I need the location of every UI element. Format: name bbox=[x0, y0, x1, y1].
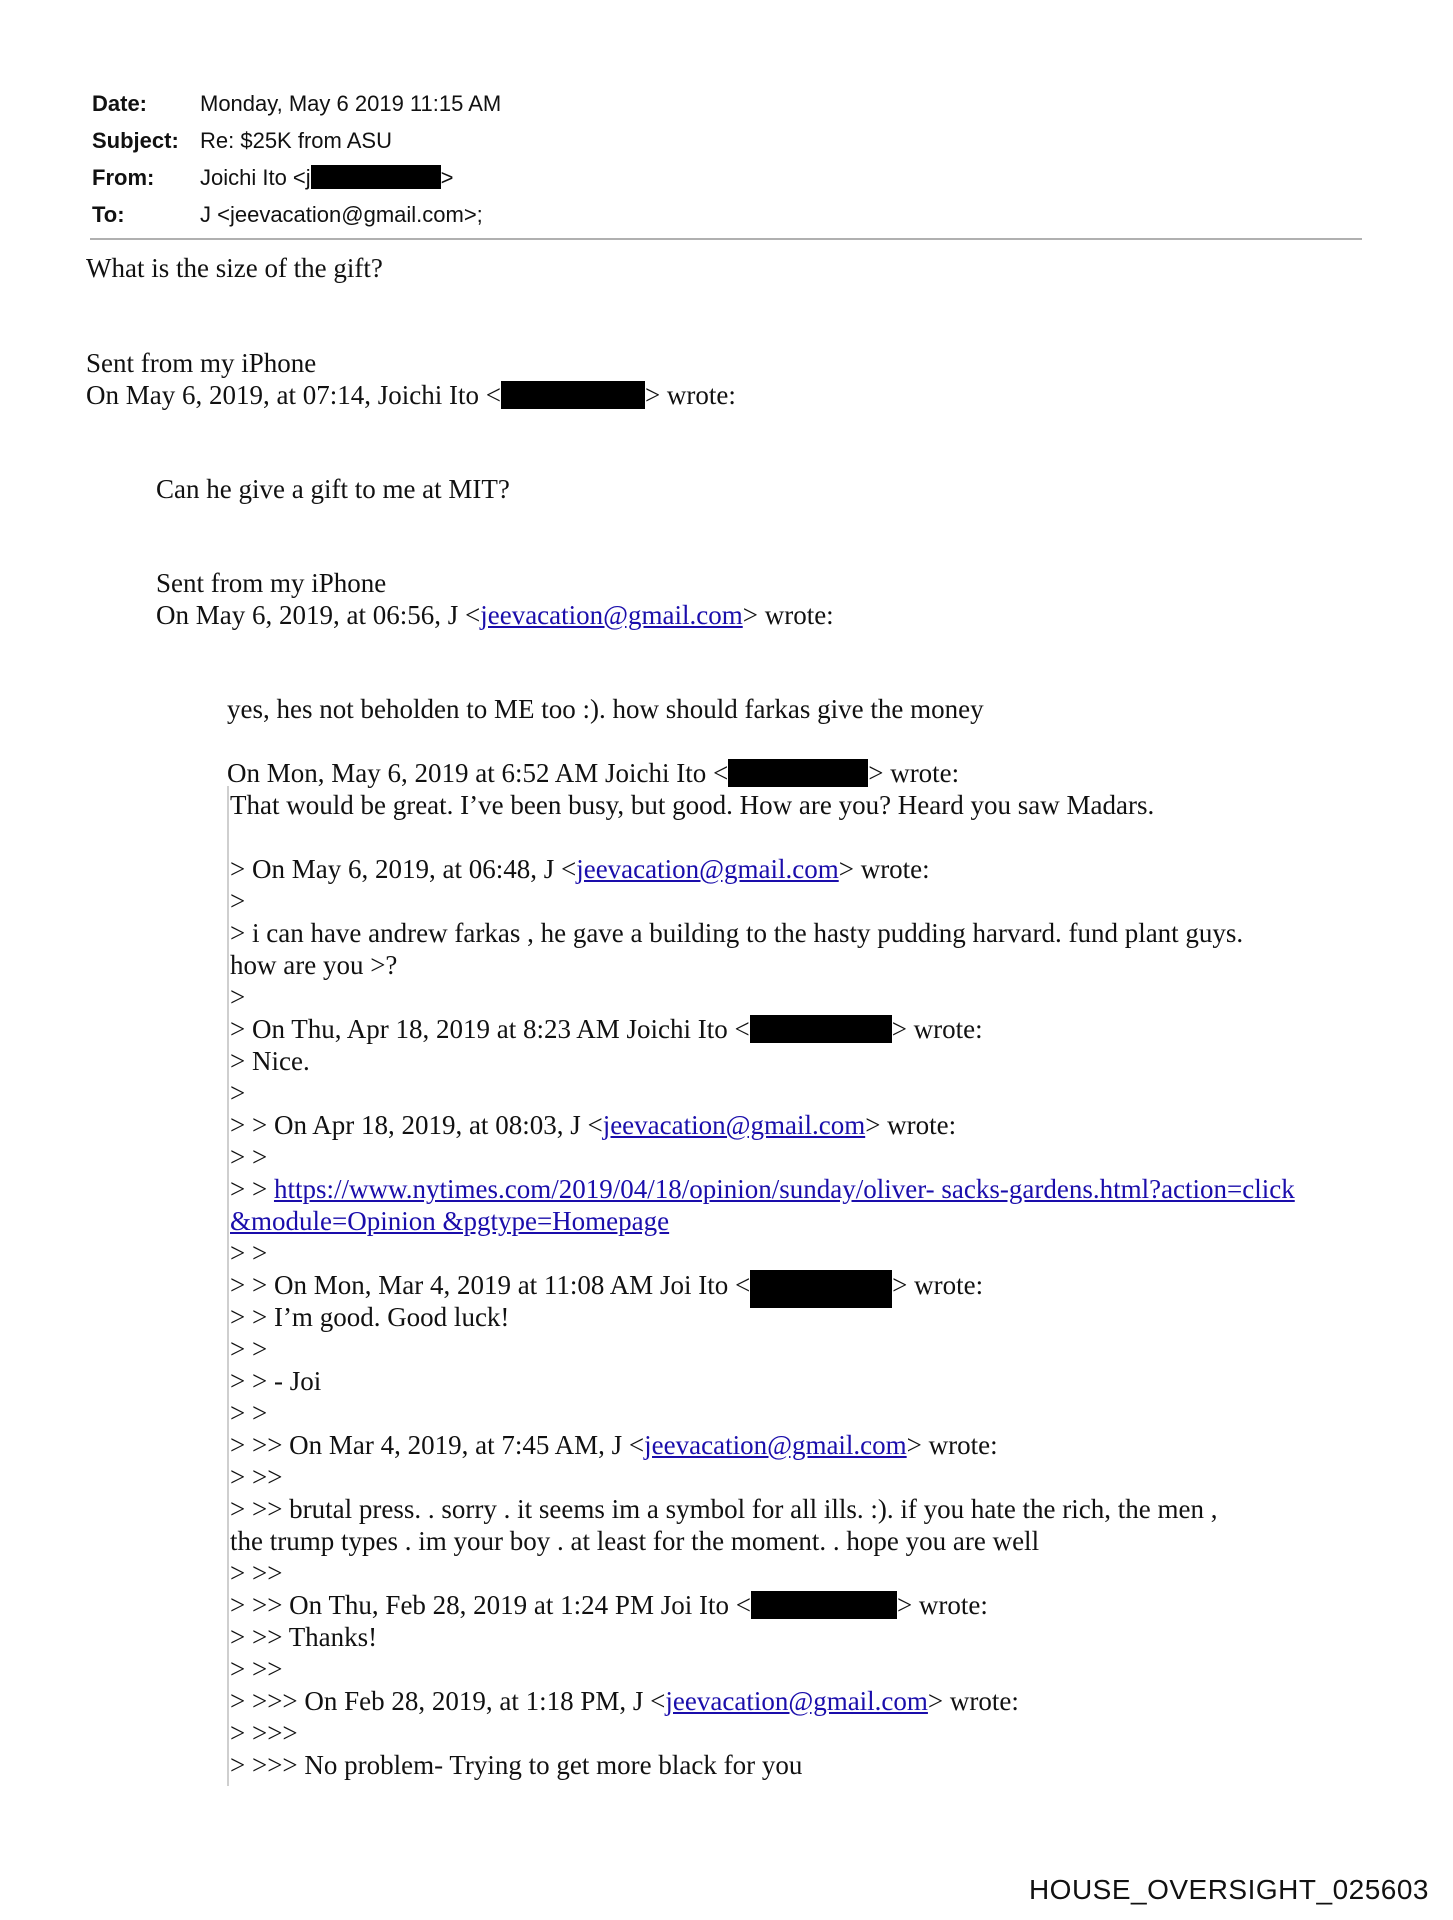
body-line: > > bbox=[230, 1142, 268, 1172]
body-line: yes, hes not beholden to ME too :). how should farkas give the money bbox=[227, 694, 984, 724]
quote-intro-end: > wrote: bbox=[868, 758, 960, 788]
body-line bbox=[230, 1109, 956, 1141]
body-line: > >> bbox=[230, 1558, 283, 1588]
body-line bbox=[230, 1173, 1295, 1205]
body-line: > > bbox=[230, 1334, 268, 1364]
bates-number: HOUSE_OVERSIGHT_025603 bbox=[1028, 1874, 1429, 1905]
body-line: > bbox=[230, 1078, 246, 1108]
date-label: Date: bbox=[92, 91, 148, 116]
body-line bbox=[230, 1589, 988, 1621]
body-line: > > - Joi bbox=[230, 1366, 322, 1396]
quote-intro: > >>> On Feb 28, 2019, at 1:18 PM, J < bbox=[230, 1686, 666, 1716]
body-line: > >> bbox=[230, 1462, 283, 1492]
quote-intro: > > On Mon, Mar 4, 2019 at 11:08 AM Joi Ito < bbox=[230, 1270, 751, 1300]
body-line: What is the size of the gift? bbox=[86, 253, 383, 283]
body-line bbox=[86, 379, 736, 411]
body-line: how are you >? bbox=[230, 950, 398, 980]
body-line: > >> bbox=[230, 1654, 283, 1684]
header-date-row bbox=[92, 91, 501, 117]
body-line: > > bbox=[230, 1398, 268, 1428]
quote-intro: > > On Apr 18, 2019, at 08:03, J < bbox=[230, 1110, 603, 1140]
subject-label: Subject: bbox=[92, 128, 179, 153]
email-link[interactable]: jeevacation@gmail.com bbox=[644, 1430, 907, 1460]
header-from-row bbox=[92, 165, 454, 191]
article-link-cont[interactable]: &module=Opinion &pgtype=Homepage bbox=[230, 1206, 670, 1236]
redaction-box bbox=[750, 1270, 892, 1308]
date-value: Monday, May 6 2019 11:15 AM bbox=[200, 91, 502, 116]
body-line bbox=[227, 757, 959, 789]
body-line: Sent from my iPhone bbox=[86, 348, 317, 378]
quote-intro-end: > wrote: bbox=[896, 1590, 988, 1620]
redaction-box bbox=[311, 165, 441, 189]
redaction-box bbox=[728, 759, 868, 787]
quote-intro: > >> On Thu, Feb 28, 2019 at 1:24 PM Joi Ito < bbox=[230, 1590, 751, 1620]
body-line: > i can have andrew farkas , he gave a building to the hasty pudding harvard. fund plant guys. bbox=[230, 918, 1244, 948]
quote-intro-end: > wrote: bbox=[742, 600, 834, 630]
quote-intro-end: > wrote: bbox=[906, 1430, 998, 1460]
quote-intro: > On May 6, 2019, at 06:48, J < bbox=[230, 854, 577, 884]
email-link[interactable]: jeevacation@gmail.com bbox=[576, 854, 839, 884]
from-label: From: bbox=[92, 165, 155, 190]
body-line bbox=[230, 1013, 983, 1045]
quote-intro: > On Thu, Apr 18, 2019 at 8:23 AM Joichi Ito < bbox=[230, 1014, 750, 1044]
body-line bbox=[156, 599, 834, 631]
quote-bar bbox=[227, 786, 229, 1786]
body-line: > >>> No problem- Trying to get more black for you bbox=[230, 1750, 803, 1780]
body-line: > Nice. bbox=[230, 1046, 310, 1076]
body-line: Can he give a gift to me at MIT? bbox=[156, 474, 510, 504]
body-line bbox=[230, 853, 930, 885]
body-line: > >> Thanks! bbox=[230, 1622, 378, 1652]
quote-intro-end: > wrote: bbox=[838, 854, 930, 884]
quote-intro: > >> On Mar 4, 2019, at 7:45 AM, J < bbox=[230, 1430, 645, 1460]
redaction-box bbox=[751, 1591, 897, 1619]
email-link[interactable]: jeevacation@gmail.com bbox=[602, 1110, 866, 1140]
from-value-end: > bbox=[440, 165, 454, 190]
body-line bbox=[230, 1429, 998, 1461]
redaction-box bbox=[501, 381, 645, 409]
email-link[interactable]: jeevacation@gmail.com bbox=[480, 600, 743, 630]
subject-value: Re: $25K from ASU bbox=[200, 128, 392, 153]
body-line bbox=[230, 1205, 669, 1237]
quote-intro-end: > wrote: bbox=[927, 1686, 1019, 1716]
body-line: Sent from my iPhone bbox=[156, 568, 387, 598]
redaction-box bbox=[750, 1015, 892, 1043]
quote-intro-end: > wrote: bbox=[865, 1110, 957, 1140]
body-line: > >> brutal press. . sorry . it seems im a symbol for all ills. :). if you hate the rich, the men , bbox=[230, 1494, 1218, 1524]
header-divider bbox=[90, 238, 1362, 240]
quote-intro-end: > wrote: bbox=[644, 380, 736, 410]
body-line: the trump types . im your boy . at least for the moment. . hope you are well bbox=[230, 1526, 1040, 1556]
to-label: To: bbox=[92, 202, 125, 227]
quote-intro-end: > wrote: bbox=[892, 1270, 984, 1300]
from-value: Joichi Ito <j bbox=[200, 165, 311, 190]
body-line: > > I’m good. Good luck! bbox=[230, 1302, 510, 1332]
quote-intro: On May 6, 2019, at 07:14, Joichi Ito < bbox=[86, 380, 501, 410]
quote-intro: On Mon, May 6, 2019 at 6:52 AM Joichi Ito < bbox=[227, 758, 729, 788]
header-subject-row bbox=[92, 128, 392, 154]
body-line: > bbox=[230, 886, 246, 916]
body-line: > >>> bbox=[230, 1718, 298, 1748]
body-line bbox=[230, 1685, 1019, 1717]
email-link[interactable]: jeevacation@gmail.com bbox=[665, 1686, 928, 1716]
body-line: That would be great. I’ve been busy, but good. How are you? Heard you saw Madars. bbox=[230, 790, 1155, 820]
to-value: J <jeevacation@gmail.com>; bbox=[200, 202, 483, 227]
article-link[interactable]: https://www.nytimes.com/2019/04/18/opinion/sunday/oliver- sacks-gardens.html?action=click bbox=[273, 1174, 1295, 1204]
body-line: > > bbox=[230, 1238, 268, 1268]
quote-intro-end: > wrote: bbox=[891, 1014, 983, 1044]
quote-prefix: > > bbox=[230, 1174, 274, 1204]
header-to-row bbox=[92, 202, 483, 228]
body-line: > bbox=[230, 982, 246, 1012]
quote-intro: On May 6, 2019, at 06:56, J < bbox=[156, 600, 481, 630]
